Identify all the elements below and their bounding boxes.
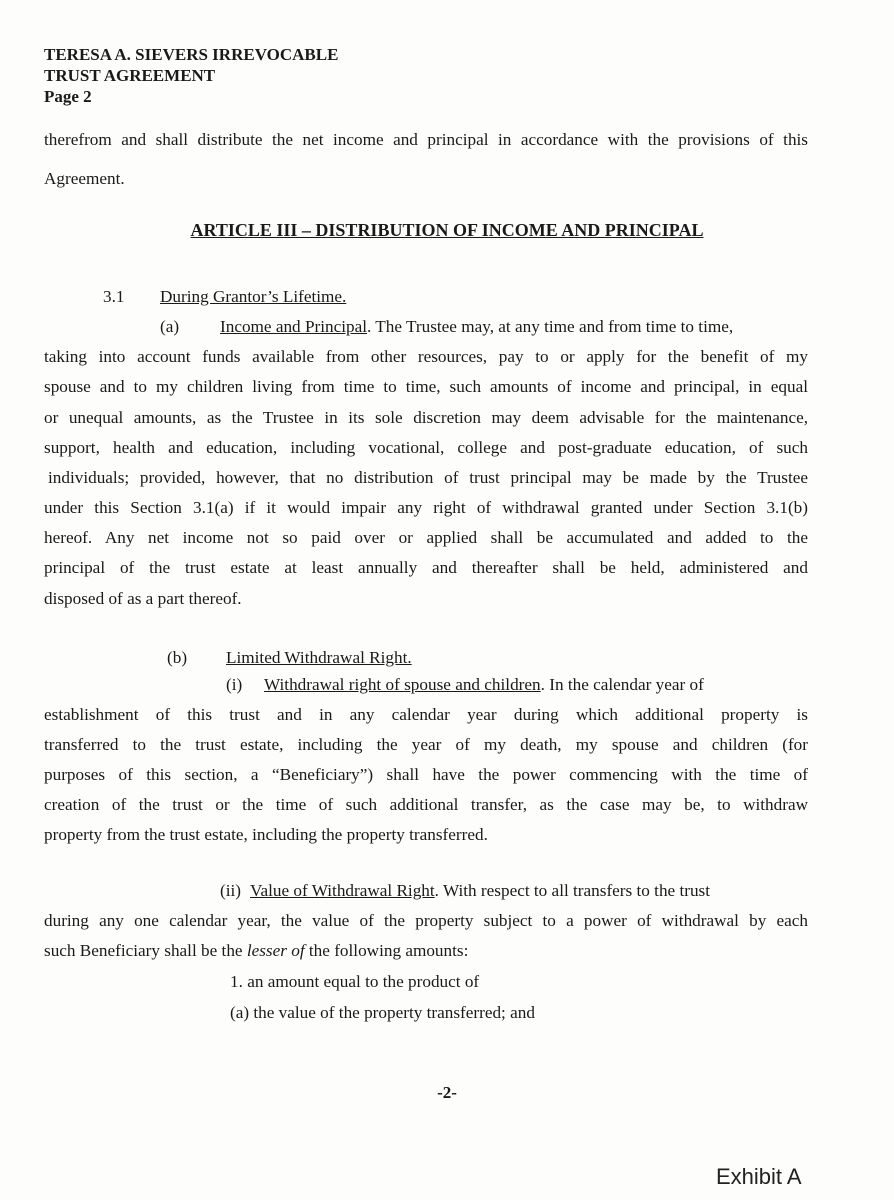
- item-i-label: (i): [226, 675, 243, 694]
- document-header: [44, 44, 338, 107]
- subsection-a-label: (a): [160, 317, 180, 336]
- subsection-a-line: or unequal amounts, as the Trustee in its sole discretion may deem advisable for the maintenance,: [44, 408, 808, 427]
- item-i-first-line: [264, 675, 704, 695]
- item-ii-first-line-rest: . With respect to all transfers to the trust: [434, 881, 711, 900]
- header-title-line-1: TERESA A. SIEVERS IRREVOCABLE: [44, 45, 339, 64]
- header-page-label: Page 2: [44, 87, 92, 106]
- item-ii-line-3: [44, 941, 468, 961]
- subsection-a-title: Income and Principal: [220, 317, 368, 336]
- item-i-line: establishment of this trust and in any calendar year during which additional property is: [44, 705, 808, 724]
- section-title: During Grantor’s Lifetime.: [160, 287, 347, 306]
- item-i-line: transferred to the trust estate, including the year of my death, my spouse and children (for: [44, 735, 808, 754]
- subsection-a-line: principal of the trust estate at least annually and thereafter shall be held, administered and: [44, 558, 808, 577]
- subsection-b-title: Limited Withdrawal Right.: [226, 648, 412, 667]
- subsection-a-line: under this Section 3.1(a) if it would impair any right of withdrawal granted under Section 3.1(b): [44, 498, 808, 517]
- subsection-a-line: taking into account funds available from other resources, pay to or apply for the benefit of my: [44, 347, 808, 366]
- subsection-a-line: hereof. Any net income not so paid over or applied shall be accumulated and added to the: [44, 528, 808, 547]
- item-ii-first-line: [250, 881, 710, 901]
- item-i-title: Withdrawal right of spouse and children: [264, 675, 541, 694]
- item-i-last-line: property from the trust estate, including the property transferred.: [44, 825, 488, 844]
- subsection-a-last-line: disposed of as a part thereof.: [44, 589, 242, 608]
- page-number: -2-: [437, 1083, 457, 1102]
- section-number: 3.1: [103, 287, 125, 306]
- item-i-line: purposes of this section, a “Beneficiary”) shall have the power commencing with the time of: [44, 765, 808, 784]
- item-ii-line-3-end: the following amounts:: [304, 941, 469, 960]
- article-title: ARTICLE III – DISTRIBUTION OF INCOME AND PRINCIPAL: [190, 220, 704, 240]
- subsection-a-line: individuals; provided, however, that no distribution of trust principal may be made by the Trustee: [48, 468, 808, 487]
- subsection-a-first-line: [220, 317, 733, 337]
- item-ii-line-2: during any one calendar year, the value of the property subject to a power of withdrawal by each: [44, 911, 808, 930]
- item-ii-lesser-of: lesser of: [246, 941, 305, 960]
- item-ii-line-3-start: such Beneficiary shall be the: [44, 941, 247, 960]
- list-item-1: 1. an amount equal to the product of: [230, 972, 480, 991]
- list-item-1a: (a) the value of the property transferred; and: [230, 1003, 535, 1022]
- item-ii-title: Value of Withdrawal Right: [250, 881, 435, 900]
- subsection-a-first-line-rest: . The Trustee may, at any time and from time to time,: [367, 317, 734, 336]
- header-title-line-2: TRUST AGREEMENT: [44, 66, 216, 85]
- subsection-a-line: support, health and education, including vocational, college and post-graduate education, of such: [44, 438, 808, 457]
- intro-line-2: Agreement.: [44, 169, 125, 188]
- exhibit-label: Exhibit A: [716, 1164, 802, 1189]
- intro-line-1: therefrom and shall distribute the net income and principal in accordance with the provisions of this: [44, 130, 808, 149]
- subsection-a-line: spouse and to my children living from time to time, such amounts of income and principal, in equal: [44, 377, 808, 396]
- subsection-b-label: (b): [167, 648, 188, 667]
- item-i-line: creation of the trust or the time of such additional transfer, as the case may be, to withdraw: [44, 795, 808, 814]
- item-ii-label: (ii): [220, 881, 241, 900]
- item-i-first-line-rest: . In the calendar year of: [540, 675, 704, 694]
